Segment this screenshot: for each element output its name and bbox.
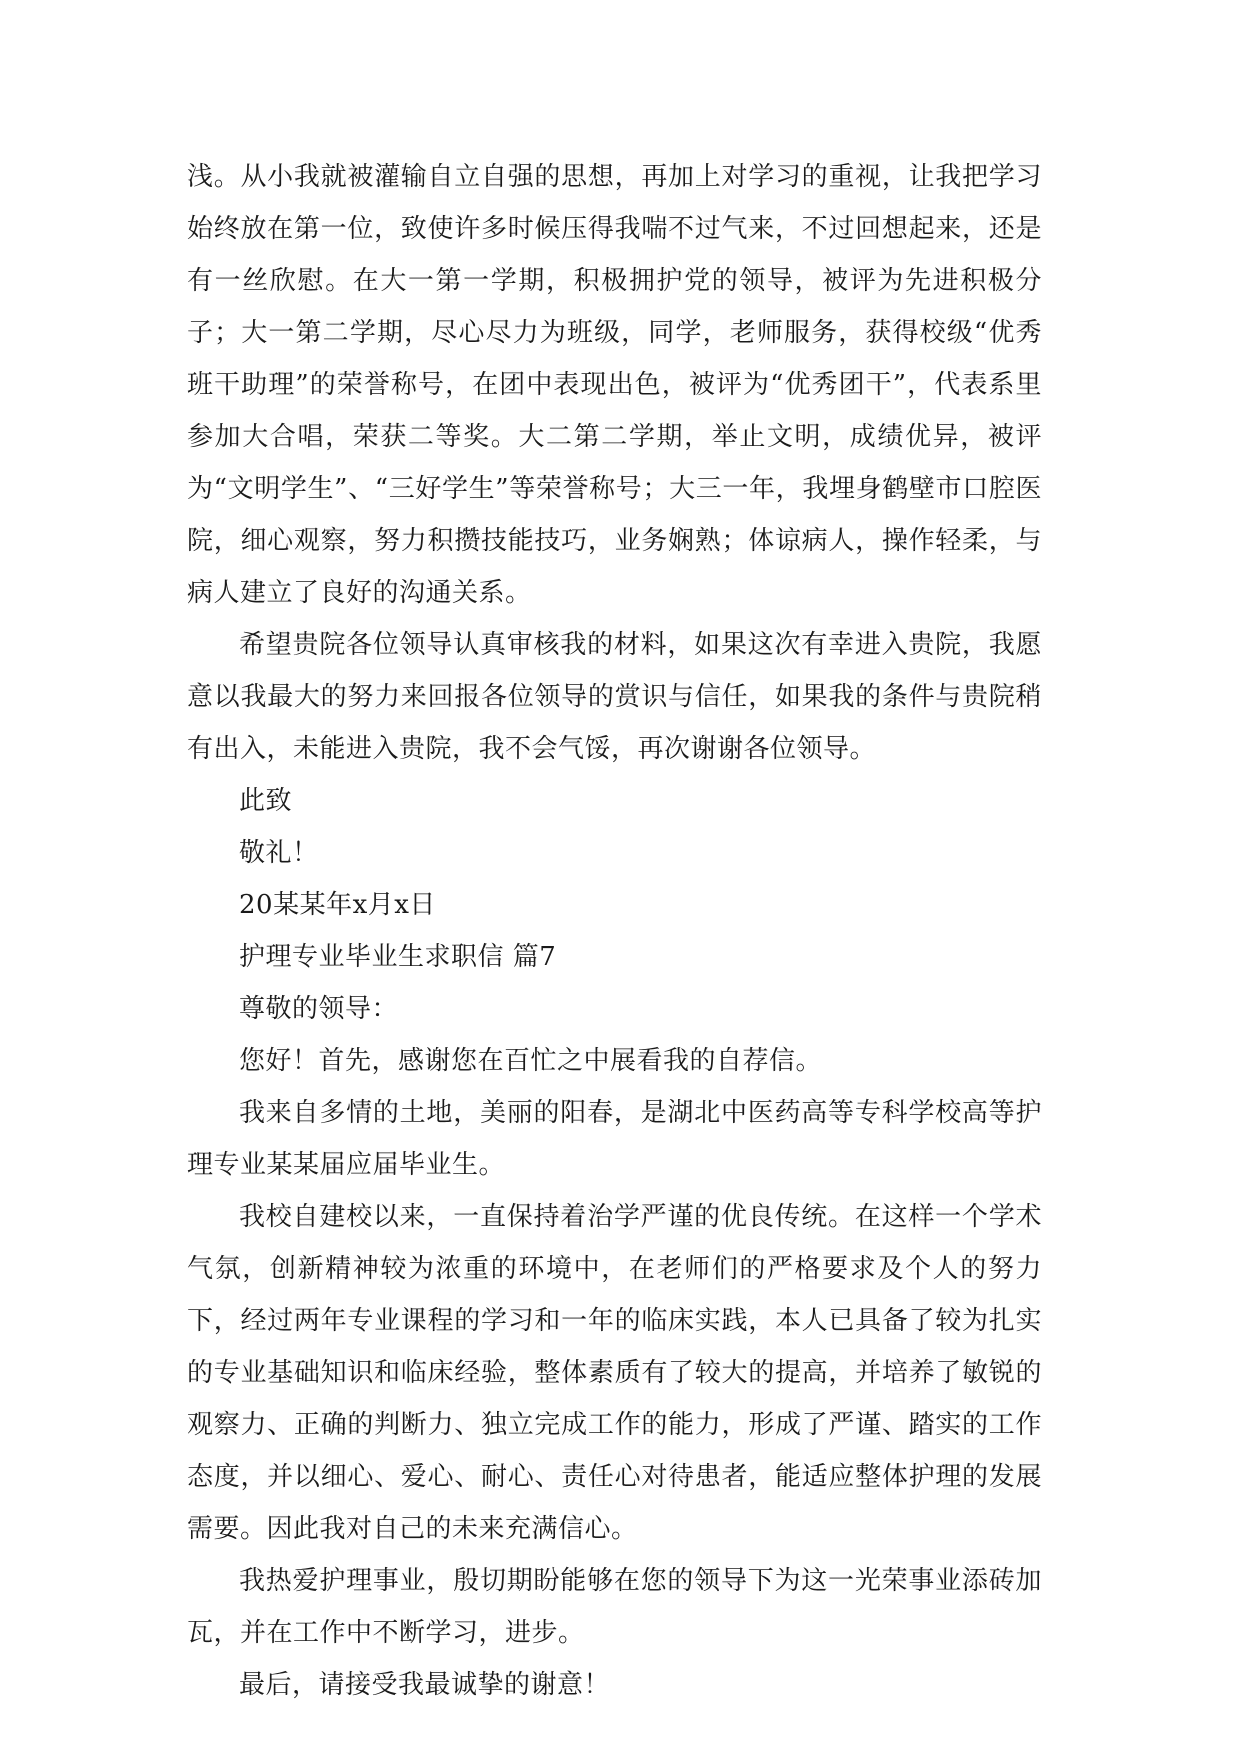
section-heading: 护理专业毕业生求职信 篇7 — [239, 942, 557, 972]
paragraph-continuation: 浅。从小我就被灌输自立自强的思想，再加上对学习的重视，让我把学习始终放在第一位，致使许多时候压得我喘不过气来，不过回想起来，还是有一丝欣慰。在大一第一学期，积极拥护党的领导，被评为先进积极分子；大一第二学期，尽心尽力为班级，同学，老师服务，获得校级“优秀班干助理”的荣誉称号，在团中表现出色，被评为“优秀团干”，代表系里参加大合唱，荣获二等奖。大二第二学期，举止文明，成绩优异，被评为“文明学生”、“三好学生”等荣誉称号；大三一年，我埋身鹤壁市口腔医院，细心观察，努力积攒技能技巧，业务娴熟；体谅病人，操作轻柔，与病人建立了良好的沟通关系。 — [187, 162, 1042, 608]
closing-salutation: 此致 — [239, 786, 293, 816]
paragraph-thanks: 最后，请接受我最诚挚的谢意！ — [239, 1670, 611, 1700]
greeting-recipient: 尊敬的领导： — [239, 994, 399, 1024]
paragraph-origin: 我来自多情的土地，美丽的阳春，是湖北中医药高等专科学校高等护理专业某某届应届毕业生。 — [187, 1098, 1042, 1180]
document-body — [187, 151, 1042, 1711]
closing-regards: 敬礼！ — [239, 838, 319, 868]
paragraph-school: 我校自建校以来，一直保持着治学严谨的优良传统。在这样一个学术气氛，创新精神较为浓重的环境中，在老师们的严格要求及个人的努力下，经过两年专业课程的学习和一年的临床实践，本人已具备了较为扎实的专业基础知识和临床经验，整体素质有了较大的提高，并培养了敏锐的观察力、正确的判断力、独立完成工作的能力，形成了严谨、踏实的工作态度，并以细心、爱心、耐心、责任心对待患者，能适应整体护理的发展需要。因此我对自己的未来充满信心。 — [187, 1202, 1042, 1544]
paragraph-hope: 希望贵院各位领导认真审核我的材料，如果这次有幸进入贵院，我愿意以我最大的努力来回报各位领导的赏识与信任，如果我的条件与贵院稍有出入，未能进入贵院，我不会气馁，再次谢谢各位领导。 — [187, 630, 1042, 764]
letter-date: 20某某年x月x日 — [239, 890, 436, 920]
paragraph-career: 我热爱护理事业，殷切期盼能够在您的领导下为这一光荣事业添砖加瓦，并在工作中不断学习，进步。 — [187, 1566, 1042, 1648]
paragraph-greeting: 您好！首先，感谢您在百忙之中展看我的自荐信。 — [239, 1046, 823, 1076]
